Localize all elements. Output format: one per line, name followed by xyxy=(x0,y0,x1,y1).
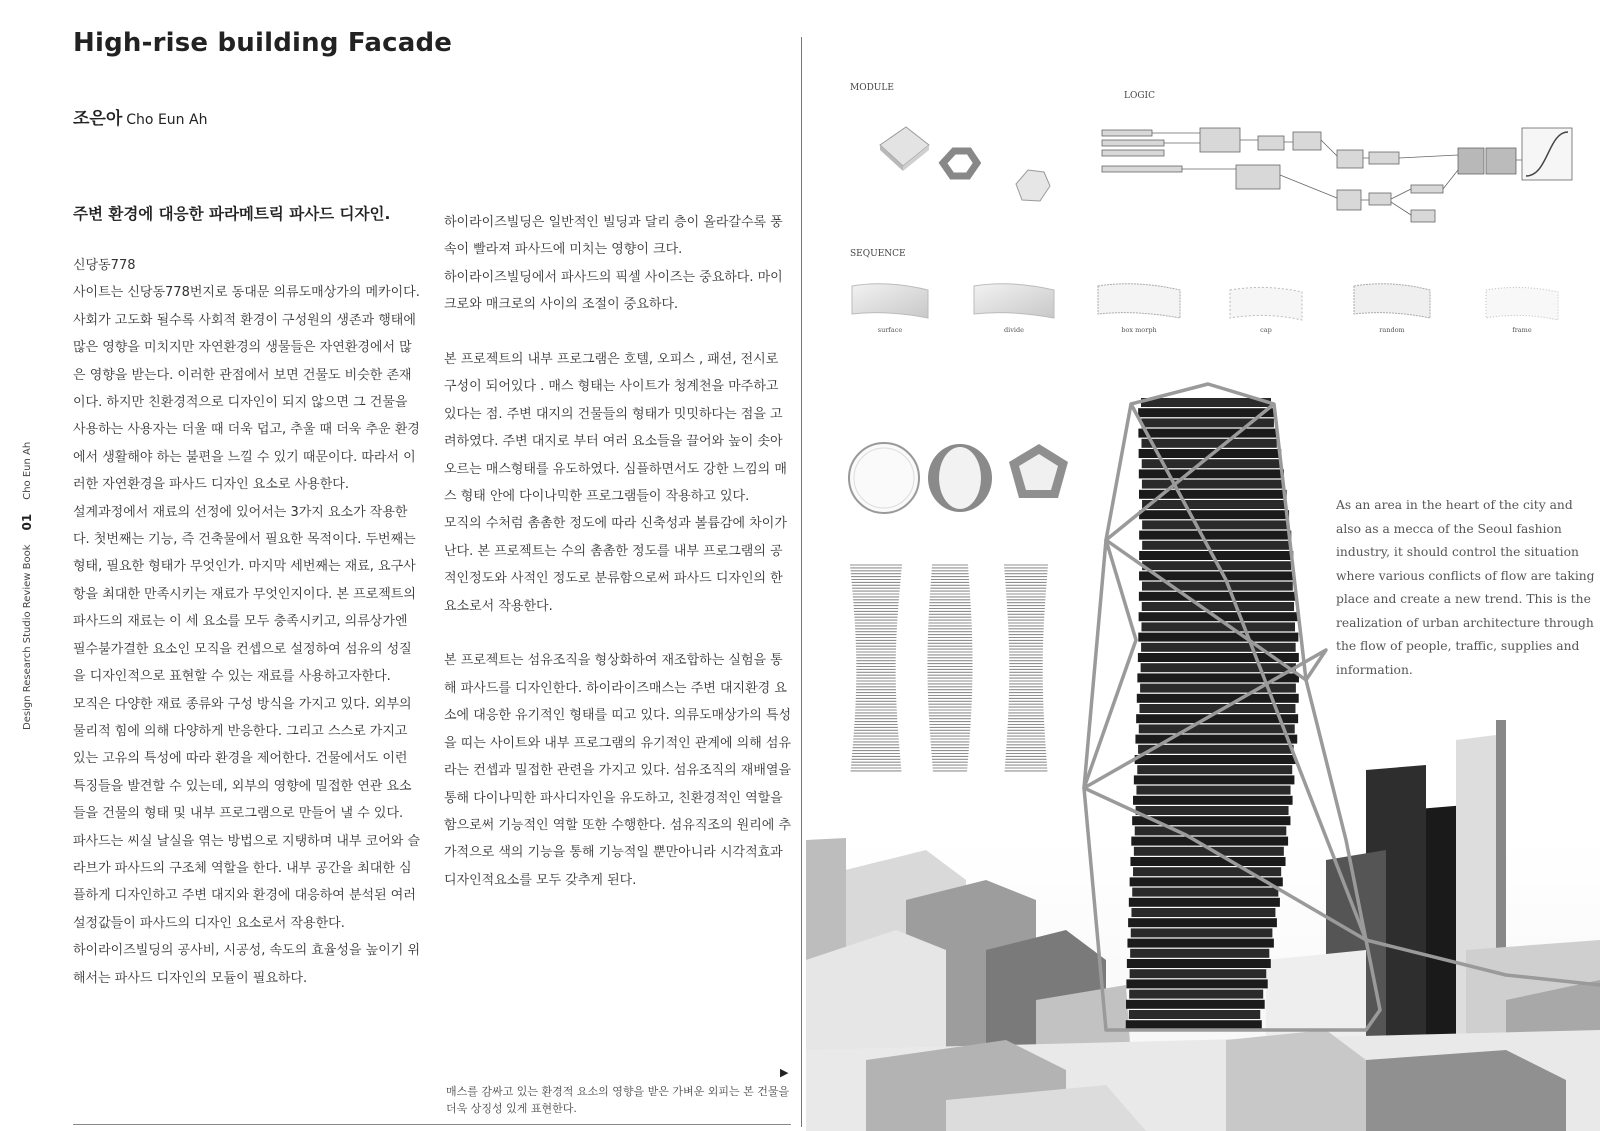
paragraph: 하이라이즈빌딩은 일반적인 빌딩과 달리 층이 올라갈수록 풍속이 빨라져 파사드에 미치는 영향이 크다. xyxy=(444,215,783,258)
tower-floor-slab xyxy=(1130,949,1269,958)
tower-floor-slab xyxy=(1141,643,1296,652)
sequence-label: SEQUENCE xyxy=(850,249,906,259)
tower-floor-slab xyxy=(1129,1010,1260,1019)
tower-floor-slab xyxy=(1133,796,1293,805)
elevation-stripes xyxy=(850,565,1048,771)
sequence-step-label: frame xyxy=(1512,326,1532,334)
tower-floor-slab xyxy=(1139,531,1291,540)
module-tiles xyxy=(880,127,1050,201)
logic-label: LOGIC xyxy=(1124,91,1155,101)
project-description-english: As an area in the heart of the city and also as a mecca of the Seoul fashion industry, it should control the situation where various conflicts of flow are taking place and create a new trend. This is the realization of urban architecture through the flow of people, traffic, supplies and information. xyxy=(1336,498,1595,677)
tower-floor-slab xyxy=(1131,928,1273,937)
tower-floor-slab xyxy=(1136,714,1298,723)
sequence-step-label: divide xyxy=(1004,326,1024,334)
tower-floor-slab xyxy=(1141,398,1271,407)
sequence-step-label: surface xyxy=(877,326,903,334)
tower-floor-slab xyxy=(1129,898,1280,907)
section-subtitle: 주변 환경에 대응한 파라메트릭 파사드 디자인. xyxy=(73,205,391,223)
tower-floor-slab xyxy=(1138,633,1298,642)
tower-floor-slab xyxy=(1126,979,1267,988)
sequence-step-label: box morph xyxy=(1121,326,1157,334)
paragraph: 하이라이즈빌딩의 공사비, 시공성, 속도의 효율성을 높이기 위해서는 파사드 디자인의 모듈이 필요하다. xyxy=(73,943,421,986)
site-heading: 신당동778 xyxy=(73,258,136,273)
side-page-number: 01 xyxy=(20,513,34,531)
tower-floor-slab xyxy=(1126,1000,1265,1009)
sequence-step-label: random xyxy=(1379,326,1405,334)
caption-arrow-icon: ▶ xyxy=(780,1066,789,1079)
tower-floor-slab xyxy=(1131,908,1275,917)
tower-floor-slab xyxy=(1127,959,1271,968)
tower-floor-slab xyxy=(1126,1020,1262,1029)
paragraph: 설계과정에서 재료의 선정에 있어서는 3가지 요소가 작용한다. 첫번째는 기능, 즉 건축물에서 필요한 목적이다. 두번째는 형태, 필요한 형태가 무엇인가. 마지막 세번째는 재료, 요구사항을 최대한 만족시키는 재료가 무엇인지이다. 본 프로젝트의 파사드의 재료는 이 세 요소를 모두 충족시키고, 의류상가엔 필수불가결한 요소인 모직을 컨셉으로 설정하여 섬유의 성질을 디자인적으로 표현할 수 있는 재료를 사용하고자한다. xyxy=(73,504,416,685)
side-running-header xyxy=(17,410,37,730)
author-name-korean: 조은아 xyxy=(73,109,123,129)
tower-floor-slab xyxy=(1142,500,1285,509)
tower-floor-slab xyxy=(1137,765,1292,774)
paragraph: 사회가 고도화 될수록 사회적 환경이 구성원의 생존과 행태에 많은 영향을 미치지만 자연환경의 생물들은 자연환경에서 많은 영향을 받는다. 이러한 관점에서 보면 건물도 비슷한 존재이다. 하지만 친환경적으로 디자인이 되지 않으면 그 건물을 사용하는 사용자는 더울 때 더욱 덥고, 추울 때 더욱 추운 환경에서 생활해야 하는 불편을 느낄 수 있기 때문이다. 따라서 이러한 자연환경을 파사드 디자인 요소로 사용한다. xyxy=(73,312,420,493)
tower-floor-slab xyxy=(1140,684,1296,693)
tower-floor-slab xyxy=(1142,520,1287,529)
paragraph: 사이트는 신당동778번지로 동대문 의류도매상가의 메카이다. xyxy=(73,285,420,301)
bottom-rule xyxy=(73,1124,791,1125)
tower-floor-slab xyxy=(1139,592,1297,601)
tower-floor-slab xyxy=(1139,724,1295,733)
tower-floor-slab xyxy=(1139,510,1289,519)
tower-floor-slab xyxy=(1142,439,1277,448)
sequence-step-label: cap xyxy=(1260,326,1272,334)
tower-floor-slab xyxy=(1133,867,1281,876)
tower-floor-slab xyxy=(1141,622,1295,631)
image-caption: 매스를 감싸고 있는 환경적 요소의 영향을 받은 가벼운 외피는 본 건물을 더욱 상징성 있게 표현한다. xyxy=(446,1085,790,1115)
tower-floor-slab xyxy=(1129,990,1263,999)
tower-floor-slab xyxy=(1131,837,1288,846)
side-author: Cho Eun Ah xyxy=(21,441,33,500)
paragraph: 하이라이즈빌딩에서 파사드의 픽셀 사이즈는 중요하다. 마이크로와 매크로의 사이의 조절이 중요하다. xyxy=(444,269,783,313)
plan-shapes xyxy=(849,443,1068,513)
author-name-english: Cho Eun Ah xyxy=(126,112,208,128)
sequence-panels xyxy=(852,284,1558,320)
tower-floor-slab xyxy=(1136,786,1290,795)
paragraph: 본 프로젝트는 섬유조직을 형상화하여 재조합하는 실험을 통해 파사드를 디자인한다. 하이라이즈매스는 주변 대지환경 요소에 대응한 유기적인 형태를 띠고 있다. 의류도매상가의 특성을 띠는 사이트와 내부 프로그램의 유기적인 관계에 의해 섬유라는 컨셉과 밀접한 관련을 가지고 있다. 섬유조직의 재배열을 통해 다이나믹한 파사디자인을 유도하고, 친환경적인 역할을 함으로써 기능적인 역할 또한 수행한다. 섬유직조의 원리에 추가적으로 색의 기능을 통해 기능적일 뿐만아니라 시각적효과 디자인적요소를 모두 갖추게 된다. xyxy=(444,653,792,888)
tower-floor-slab xyxy=(1127,939,1273,948)
paragraph: 모직은 다양한 재료 종류와 구성 방식을 가지고 있다. 외부의 물리적 힘에 의해 다양하게 반응한다. 그리고 스스로 가지고 있는 고유의 특성에 따라 환경을 제어한다. 건물에서도 이런 특징들을 발견할 수 있는데, 외부의 영향에 밀접한 연관 요소들을 건물의 형태 및 내부 프로그램으로 만들어 낼 수 있다. xyxy=(73,696,412,822)
text-column-middle xyxy=(444,209,794,894)
tower-floor-slab xyxy=(1141,663,1296,672)
tower-floor-slab xyxy=(1135,735,1297,744)
page-divider xyxy=(801,37,802,1127)
module-label: MODULE xyxy=(850,83,894,93)
tower-floor-slab xyxy=(1135,755,1296,764)
tower-floor-slab xyxy=(1138,429,1278,438)
tower-floor-slab xyxy=(1132,888,1278,897)
page-title: High-rise building Facade xyxy=(73,28,453,58)
tower-floor-slab xyxy=(1142,602,1294,611)
tower-floor-slab xyxy=(1138,408,1275,417)
tower-floor-slab xyxy=(1135,826,1287,835)
tower-floor-slab xyxy=(1138,745,1294,754)
paragraph: 모직의 수처럼 촘촘한 정도에 따라 신축성과 볼륨감에 차이가 난다. 본 프로젝트는 수의 촘촘한 정도를 내부 프로그램의 공적인정도와 사적인 정도로 분류함으로써 파사드 디자인의 한 요소로서 작용한다. xyxy=(444,516,787,614)
logic-node-graph xyxy=(1102,128,1572,222)
text-column-left xyxy=(73,202,423,992)
paragraph: 본 프로젝트의 내부 프로그램은 호텔, 오피스 , 패션, 전시로 구성이 되어있다 . 매스 형태는 사이트가 청계천을 마주하고 있다는 점. 주변 대지의 건물들의 형태가 밋밋하다는 점을 고려하였다. 주변 대지로 부터 여러 요소들을 끌어와 높이 솟아오르는 매스형태를 유도하였다. 심플하면서도 강한 느낌의 매스 형태 안에 다이나믹한 프로그램들이 작용하고 있다. xyxy=(444,352,787,505)
side-book-title: Design Research Studio Review Book xyxy=(21,544,33,730)
tower-floor-slab xyxy=(1136,806,1289,815)
tower-floor-slab xyxy=(1128,918,1277,927)
tower-floor-slab xyxy=(1142,480,1282,489)
tower-floor-slab xyxy=(1130,969,1267,978)
tower-floor-slab xyxy=(1139,469,1284,478)
author-name xyxy=(73,104,207,129)
tower-floor-slab xyxy=(1142,541,1289,550)
tower-floor-slab xyxy=(1130,857,1285,866)
tower-floor-slab xyxy=(1134,775,1295,784)
paragraph: 파사드는 씨실 날실을 엮는 방법으로 지탱하며 내부 코어와 슬라브가 파사드의 구조체 역할을 한다. 내부 공간을 최대한 심플하게 디자인하고 주변 대지와 환경에 대응하여 분석된 여러 설정값들이 파사드의 디자인 요소로서 작용한다. xyxy=(73,833,421,931)
